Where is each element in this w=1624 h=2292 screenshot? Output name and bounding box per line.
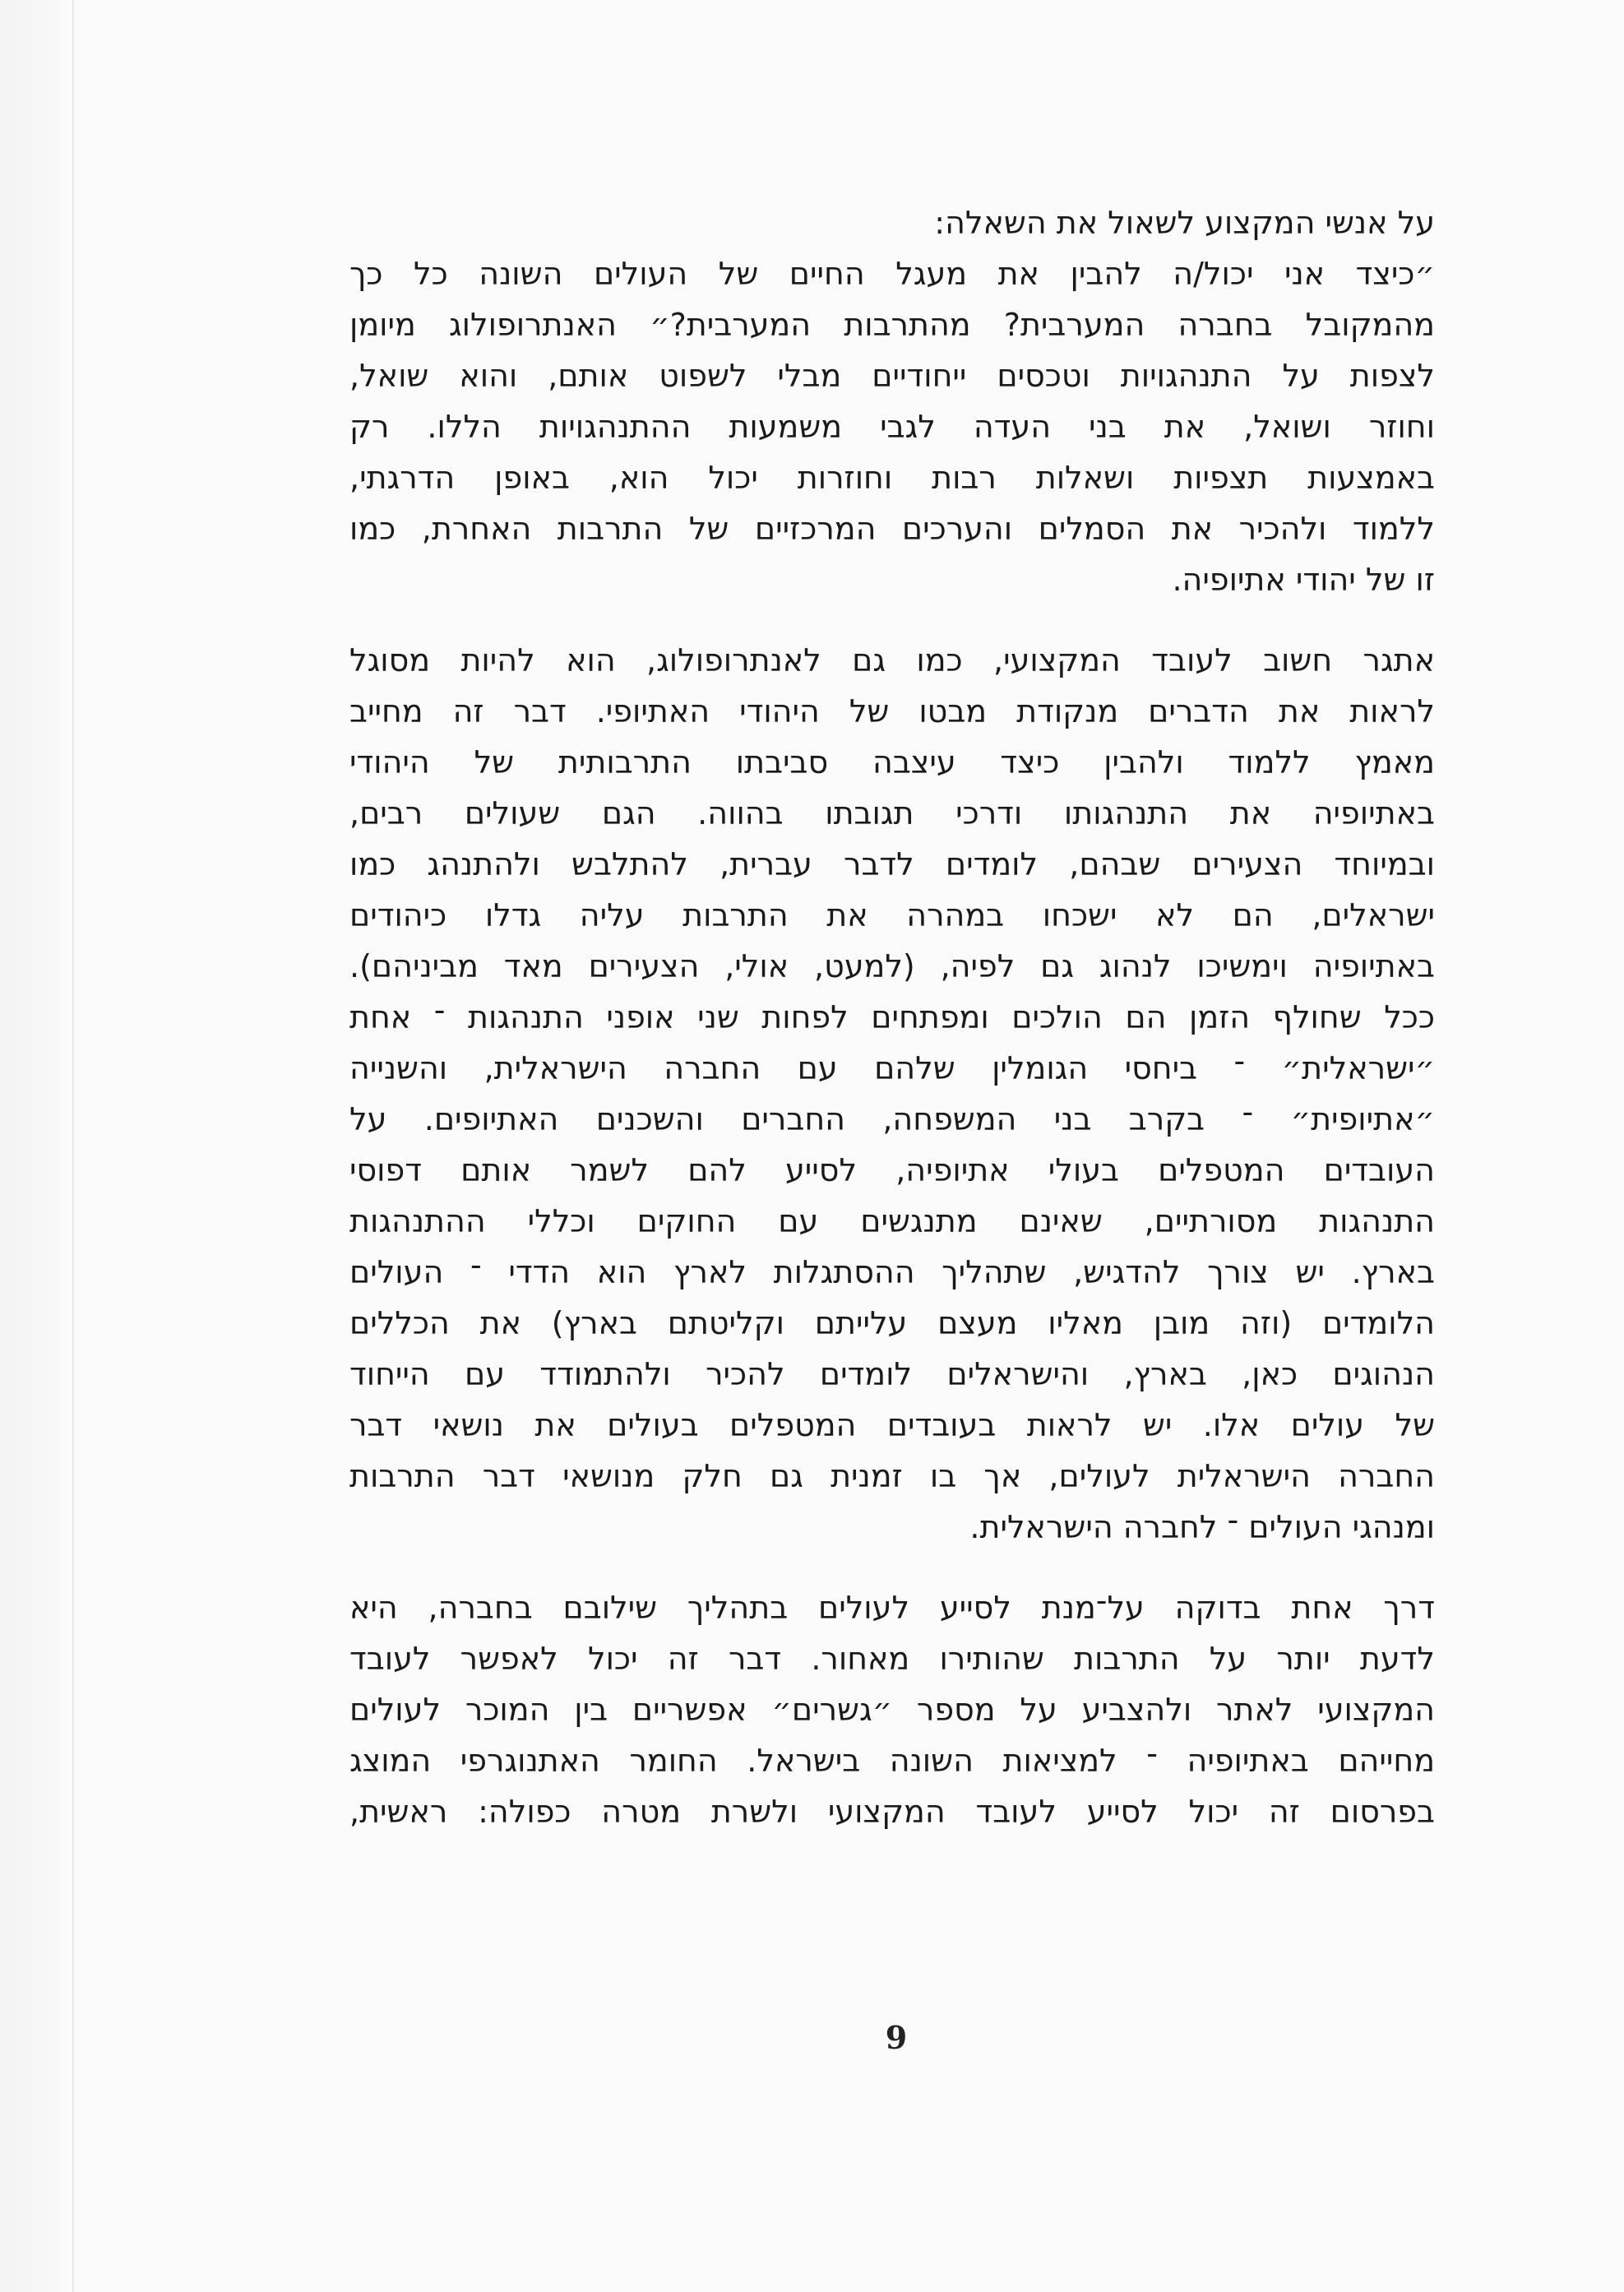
text-line: ככל שחולף הזמן הם הולכים ומפתחים לפחות שני אופני התנהגות ־ אחת: [349, 999, 1435, 1035]
text-line: הנהוגים כאן, בארץ, והישראלים לומדים להכיר ולהתמודד עם הייחוד: [349, 1356, 1435, 1392]
text-line: ״אתיופית״ ־ בקרב בני המשפחה, החברים והשכנים האתיופים. על: [349, 1101, 1435, 1137]
paragraph-1: [349, 197, 1435, 605]
text-line: על אנשי המקצוע לשאול את השאלה:: [934, 205, 1435, 241]
text-line: הלומדים (וזה מובן מאליו מעצם עלייתם וקליטתם בארץ) את הכללים: [349, 1305, 1435, 1341]
paragraph-2: [349, 635, 1435, 1553]
text-line: החברה הישראלית לעולים, אך בו זמנית גם חלק מנושאי דבר התרבות: [349, 1458, 1435, 1494]
text-line: מחייהם באתיופיה ־ למציאות השונה בישראל. החומר האתנוגרפי המוצג: [349, 1743, 1435, 1779]
text-line: לצפות על התנהגויות וטכסים ייחודיים מבלי לשפוט אותם, והוא שואל,: [349, 358, 1435, 394]
page-edge-line: [72, 0, 74, 2292]
text-line: לדעת יותר על התרבות שהותירו מאחור. דבר זה יכול לאפשר לעובד: [349, 1641, 1435, 1677]
text-line: באמצעות תצפיות ושאלות רבות וחוזרות יכול הוא, באופן הדרגתי,: [349, 460, 1435, 496]
text-line: אתגר חשוב לעובד המקצועי, כמו גם לאנתרופולוג, הוא להיות מסוגל: [349, 642, 1435, 678]
text-line: באתיופיה את התנהגותו ודרכי תגובתו בהווה. הגם שעולים רבים,: [349, 795, 1435, 831]
text-line: התנהגות מסורתיים, שאינם מתנגשים עם החוקים וכללי ההתנהגות: [349, 1203, 1435, 1239]
page-number: 9: [885, 2019, 908, 2056]
paragraph-3: [349, 1582, 1435, 1837]
text-line: בפרסום זה יכול לסייע לעובד המקצועי ולשרת מטרה כפולה: ראשית,: [349, 1794, 1435, 1830]
text-line: העובדים המטפלים בעולי אתיופיה, לסייע להם לשמר אותם דפוסי: [349, 1152, 1435, 1188]
text-line: וחוזר ושואל, את בני העדה לגבי משמעות ההתנהגויות הללו. רק: [349, 409, 1435, 445]
text-line: בארץ. יש צורך להדגיש, שתהליך ההסתגלות לארץ הוא הדדי ־ העולים: [349, 1254, 1435, 1290]
text-line: המקצועי לאתר ולהצביע על מספר ״גשרים״ אפשריים בין המוכר לעולים: [349, 1692, 1435, 1728]
text-line: לראות את הדברים מנקודת מבטו של היהודי האתיופי. דבר זה מחייב: [349, 693, 1435, 729]
text-line: באתיופיה וימשיכו לנהוג גם לפיה, (למעט, אולי, הצעירים מאד מביניהם).: [349, 948, 1435, 984]
text-line: ובמיוחד הצעירים שבהם, לומדים לדבר עברית, להתלבש ולהתנהג כמו: [349, 846, 1435, 882]
text-line: מאמץ ללמוד ולהבין כיצד עיצבה סביבתו התרבותית של היהודי: [349, 744, 1435, 780]
text-line: מהמקובל בחברה המערבית? מהתרבות המערבית?״ האנתרופולוג מיומן: [349, 307, 1435, 343]
text-line: ללמוד ולהכיר את הסמלים והערכים המרכזיים של התרבות האחרת, כמו: [349, 511, 1435, 547]
text-line: זו של יהודי אתיופיה.: [1172, 562, 1435, 598]
text-line: דרך אחת בדוקה על־מנת לסייע לעולים בתהליך שילובם בחברה, היא: [349, 1590, 1435, 1626]
body-text: [349, 197, 1435, 1867]
text-line: ״ישראלית״ ־ ביחסי הגומלין שלהם עם החברה הישראלית, והשנייה: [349, 1050, 1435, 1086]
text-line: של עולים אלו. יש לראות בעובדים המטפלים בעולים את נושאי דבר: [349, 1407, 1435, 1443]
text-line: ישראלים, הם לא ישכחו במהרה את התרבות עליה גדלו כיהודים: [349, 897, 1435, 933]
text-line: ומנהגי העולים ־ לחברה הישראלית.: [969, 1509, 1435, 1545]
text-line: ״כיצד אני יכול/ה להבין את מעגל החיים של העולים השונה כל כך: [349, 256, 1435, 292]
page-left-shadow: [0, 0, 72, 2292]
